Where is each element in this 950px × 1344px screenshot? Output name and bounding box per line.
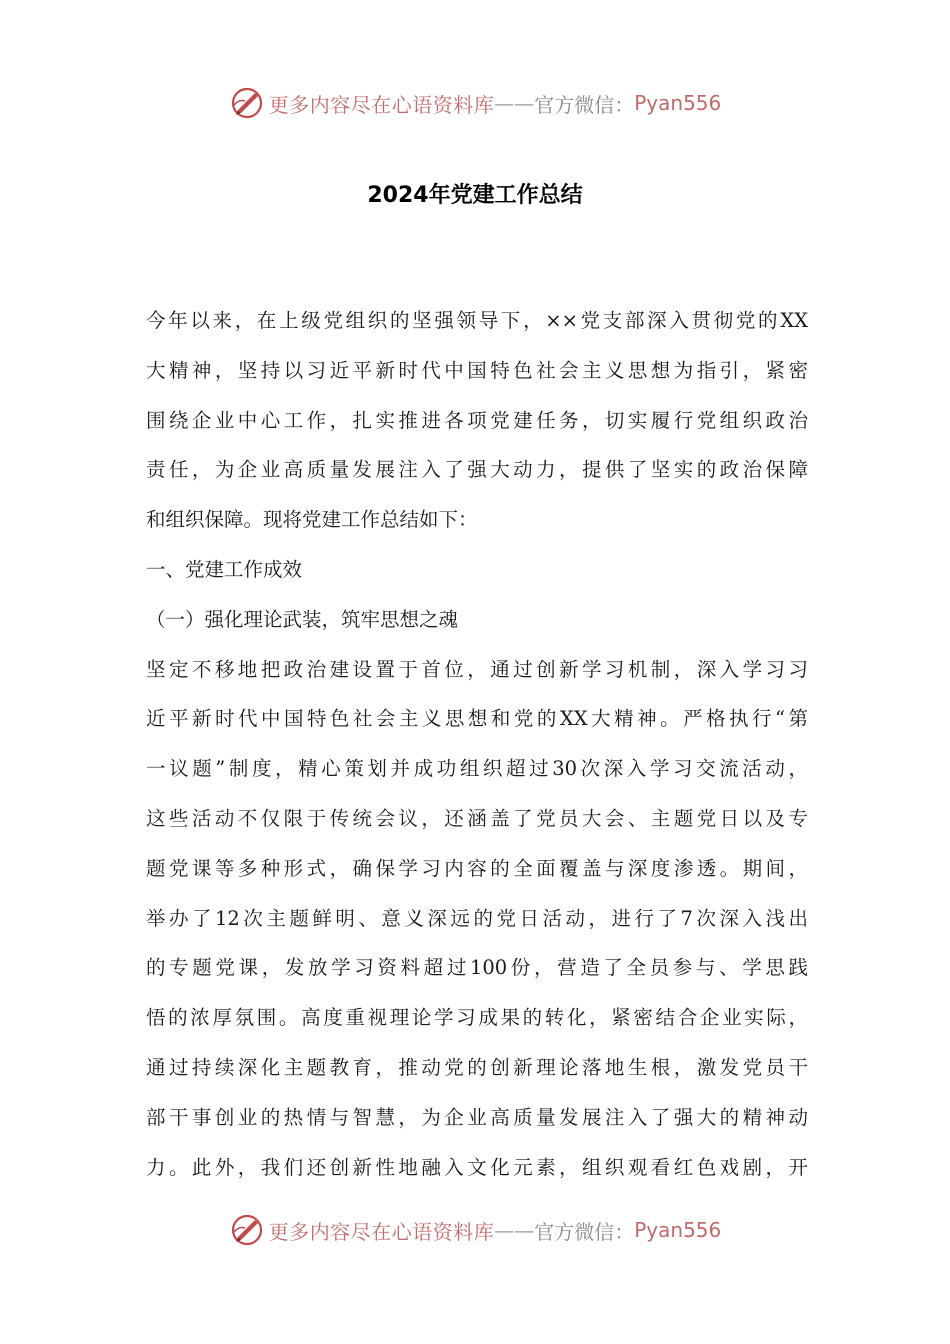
section-heading: 一、党建工作成效 (146, 557, 303, 581)
subsection-heading: （一）强化理论武装，筑牢思想之魂 (146, 607, 459, 631)
body-line: 举办了12次主题鲜明、意义深远的党日活动，进行了7次深入浅出 (146, 906, 808, 930)
watermark-separator: —— (494, 1218, 535, 1242)
body-line: 通过持续深化主题教育，推动党的创新理论落地生根，激发党员干 (146, 1055, 808, 1079)
watermark-wechat-id: Pyan556 (634, 91, 722, 115)
body-line: 一议题”制度，精心策划并成功组织超过30次深入学习交流活动， (146, 757, 808, 781)
pen-logo-icon (229, 1212, 265, 1248)
body-line: 围绕企业中心工作，扎实推进各项党建任务，切实履行党组织政治 (146, 408, 808, 432)
document-title: 2024年党建工作总结 (367, 183, 583, 208)
watermark-separator: —— (494, 91, 535, 115)
document-body (146, 296, 808, 1192)
body-line: 悟的浓厚氛围。高度重视理论学习成果的转化，紧密结合企业实际， (146, 1006, 808, 1030)
body-line: 这些活动不仅限于传统会议，还涵盖了党员大会、主题党日以及专 (146, 806, 808, 830)
body-line: 近平新时代中国特色社会主义思想和党的XX大精神。严格执行“第 (146, 707, 808, 731)
watermark-text: 更多内容尽在心语资料库 (268, 1219, 495, 1244)
body-line: 和组织保障。现将党建工作总结如下： (146, 508, 478, 532)
body-line: 部干事创业的热情与智慧，为企业高质量发展注入了强大的精神动 (146, 1105, 808, 1129)
watermark-banner-top (0, 83, 950, 123)
watermark-banner-bottom (0, 1210, 950, 1250)
body-line: 的专题党课，发放学习资料超过100份，营造了全员参与、学思践 (146, 956, 808, 980)
body-line: 力。此外，我们还创新性地融入文化元素，组织观看红色戏剧，开 (146, 1155, 808, 1179)
body-line: 责任，为企业高质量发展注入了强大动力，提供了坚实的政治保障 (146, 458, 808, 482)
watermark-wechat-id: Pyan556 (634, 1218, 722, 1242)
body-line: 大精神，坚持以习近平新时代中国特色社会主义思想为指引，紧密 (146, 358, 808, 382)
body-line: 坚定不移地把政治建设置于首位，通过创新学习机制，深入学习习 (146, 657, 808, 681)
watermark-wechat-label: 官方微信： (534, 1219, 635, 1244)
pen-logo-icon (229, 85, 265, 121)
watermark-text: 更多内容尽在心语资料库 (268, 92, 495, 117)
body-line: 今年以来，在上级党组织的坚强领导下，××党支部深入贯彻党的XX (146, 309, 808, 332)
watermark-wechat-label: 官方微信： (534, 92, 635, 117)
body-line: 题党课等多种形式，确保学习内容的全面覆盖与深度渗透。期间， (146, 856, 808, 880)
